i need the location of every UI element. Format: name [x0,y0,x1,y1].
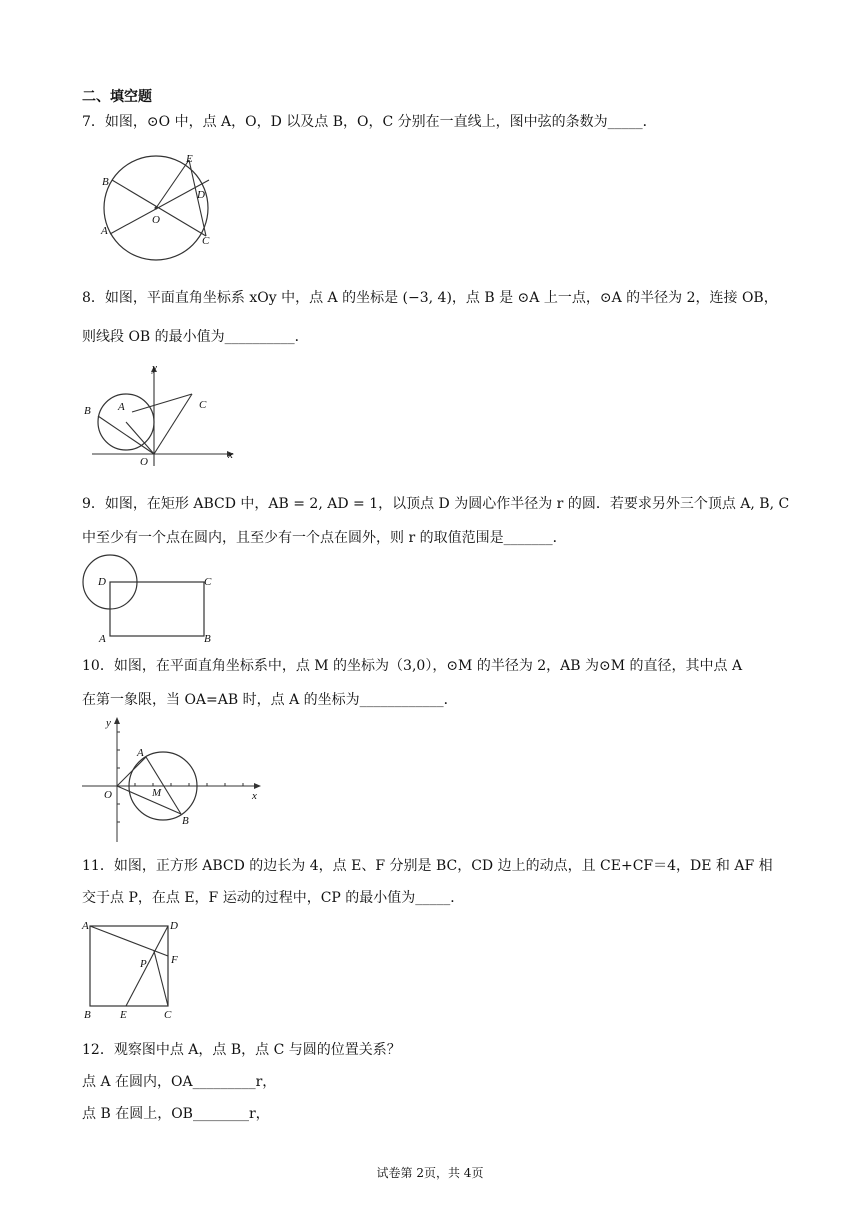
q9-rectangle-figure [82,554,222,644]
question-7-line-1: 7．如图，⊙O 中，点 A，O，D 以及点 B，O，C 分别在一直线上，图中弦的条数为_____． [82,114,657,130]
section-title: 二、填空题 [82,89,152,105]
q8-label-B: B [84,405,91,417]
q7-label-A: A [101,225,108,237]
q7-label-D: D [197,189,205,201]
q11-label-P: P [140,958,147,970]
q9-label-C: C [204,576,212,588]
q7-label-B: B [102,176,109,188]
q9-label-D: D [98,576,106,588]
q9-label-B: B [204,633,211,645]
q7-label-C: C [202,235,210,247]
q10-label-y: y [106,717,111,729]
q11-square-figure [82,918,192,1022]
q8-label-C: C [199,399,207,411]
question-9-line-1: 9．如图，在矩形 ABCD 中，AB = 2, AD = 1，以顶点 D 为圆心作半径为 r 的圆．若要求另外三个顶点 A, B, C [82,496,790,512]
q11-label-C: C [164,1009,172,1021]
q10-label-M: M [152,787,162,799]
question-10-line-2: 在第一象限，当 OA=AB 时，点 A 的坐标为____________． [82,692,458,708]
q8-label-A: A [118,401,125,413]
question-8-line-2: 则线段 OB 的最小值为__________． [82,329,309,345]
q11-label-A: A [82,920,89,932]
question-11-line-1: 11．如图，正方形 ABCD 的边长为 4，点 E、F 分别是 BC，CD 边上的动点，且 CE+CF＝4，DE 和 AF 相 [82,858,773,874]
q8-label-O: O [140,456,148,468]
q10-label-A: A [137,747,144,759]
q11-label-F: F [171,954,178,966]
q7-label-E: E [186,153,193,165]
q10-label-B: B [182,815,189,827]
q10-coordinate-figure [82,712,267,844]
question-12-line-3: 点 B 在圆上，OB________r， [82,1106,270,1122]
question-12-line-1: 12．观察图中点 A，点 B，点 C 与圆的位置关系？ [82,1042,401,1058]
q10-label-O: O [104,789,112,801]
q8-label-x: x [228,449,233,461]
q10-label-x: x [252,790,257,802]
question-11-line-2: 交于点 P，在点 E，F 运动的过程中，CP 的最小值为_____． [82,890,465,906]
question-10-line-1: 10．如图，在平面直角坐标系中，点 M 的坐标为（3,0），⊙M 的半径为 2，AB 为⊙M 的直径，其中点 A [82,658,743,674]
q11-label-E: E [120,1009,127,1021]
question-9-line-2: 中至少有一个点在圆内，且至少有一个点在圆外，则 r 的取值范围是_______． [82,530,567,546]
question-8-line-1: 8．如图，平面直角坐标系 xOy 中，点 A 的坐标是 (−3, 4)，点 B 是 ⊙A 上一点，⊙A 的半径为 2，连接 OB， [82,290,778,306]
q8-label-y: y [152,362,157,374]
q11-label-D: D [170,920,178,932]
q11-label-B: B [84,1009,91,1021]
q7-circle-figure [96,152,226,264]
q7-label-O: O [152,214,160,226]
page-footer: 试卷第 2页，共 4页 [376,1166,484,1180]
q9-label-A: A [99,633,106,645]
q8-coordinate-figure [82,362,242,470]
question-12-line-2: 点 A 在圆内，OA_________r， [82,1074,277,1090]
